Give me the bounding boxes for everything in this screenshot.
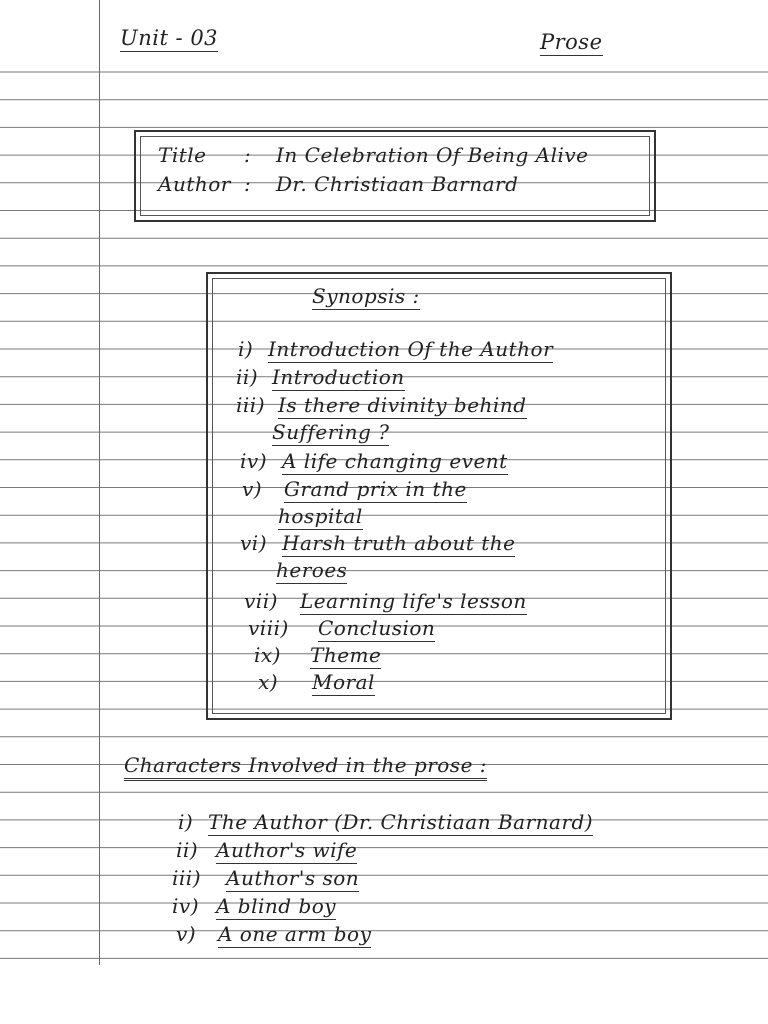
synopsis-item-text: Introduction [272, 365, 405, 389]
unit-heading: Unit - 03 [120, 26, 219, 50]
synopsis-item-number: vi) [240, 531, 267, 555]
synopsis-item-continuation: hospital [278, 504, 363, 528]
synopsis-item-text: Learning life's lesson [300, 589, 527, 613]
synopsis-item-number: ix) [254, 643, 281, 667]
prose-heading: Prose [540, 30, 603, 54]
character-item-number: v) [176, 922, 197, 946]
synopsis-item-text: Is there divinity behind [278, 393, 527, 417]
synopsis-item-text: Grand prix in the [284, 477, 467, 501]
character-item-text: A one arm boy [218, 922, 372, 946]
synopsis-item-number: v) [242, 477, 263, 501]
synopsis-item-continuation: heroes [276, 558, 348, 582]
synopsis-item-number: vii) [244, 589, 278, 613]
synopsis-item-number: x) [258, 670, 279, 694]
author-separator: : [244, 172, 252, 196]
synopsis-item-text: Theme [310, 643, 382, 667]
synopsis-item-number: ii) [236, 365, 259, 389]
author-value: Dr. Christiaan Barnard [276, 172, 519, 196]
character-item-text: Author's wife [216, 838, 358, 862]
margin-line [99, 0, 100, 965]
character-item-text: Author's son [226, 866, 360, 890]
character-item-number: ii) [176, 838, 199, 862]
synopsis-item-number: iii) [236, 393, 265, 417]
author-label: Author [158, 172, 231, 196]
character-item-text: The Author (Dr. Christiaan Barnard) [208, 810, 594, 834]
synopsis-item-text: A life changing event [282, 449, 508, 473]
character-item-number: iv) [172, 894, 199, 918]
synopsis-item-text: Moral [312, 670, 375, 694]
synopsis-item-text: Conclusion [318, 616, 436, 640]
characters-heading: Characters Involved in the prose : [124, 753, 487, 781]
title-separator: : [244, 143, 252, 167]
character-item-number: i) [178, 810, 194, 834]
character-item-number: iii) [172, 866, 201, 890]
synopsis-item-number: viii) [248, 616, 289, 640]
synopsis-item-number: i) [238, 337, 254, 361]
synopsis-item-number: iv) [240, 449, 267, 473]
title-label: Title [158, 143, 207, 167]
character-item-text: A blind boy [216, 894, 337, 918]
synopsis-item-text: Harsh truth about the [282, 531, 516, 555]
synopsis-item-text: Introduction Of the Author [268, 337, 554, 361]
synopsis-item-continuation: Suffering ? [272, 420, 390, 444]
synopsis-heading: Synopsis : [312, 284, 420, 308]
title-value: In Celebration Of Being Alive [276, 143, 589, 167]
